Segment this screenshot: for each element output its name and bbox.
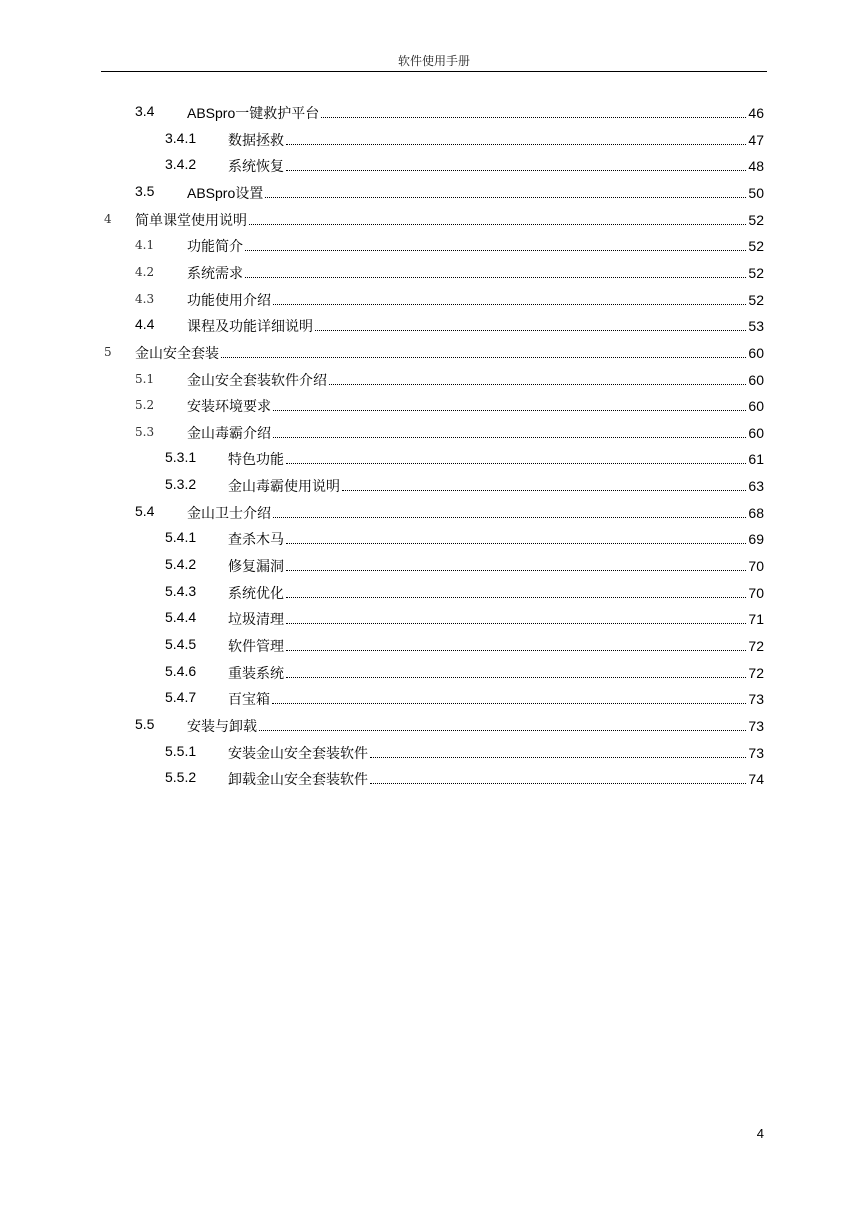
toc-entry[interactable] [135,236,764,256]
toc-entry-number: 5.4.5 [165,636,197,652]
toc-entry-title: 修复漏洞 [228,559,284,576]
toc-entry-title: 安装与卸载 [187,718,257,735]
page-number: 4 [756,1126,764,1141]
toc-entry[interactable] [165,609,764,629]
toc-entry-page: 47 [748,131,764,148]
dot-leader [342,489,746,491]
toc-entry-title: 金山安全套装 [135,345,219,362]
dot-leader [259,729,746,731]
toc-entry[interactable] [165,156,764,176]
toc-entry[interactable] [165,689,764,709]
toc-entry-page: 50 [748,184,764,201]
toc-entry[interactable] [135,183,764,203]
toc-entry-number: 5.2 [135,398,155,413]
toc-entry-page: 72 [748,638,764,654]
dot-leader [286,462,746,464]
dot-leader [370,756,746,758]
dot-leader [245,276,746,278]
toc-entry-title: 数据拯救 [228,132,284,149]
toc-entry-title: ABSpro设置 [187,184,264,201]
toc-entry-page: 70 [748,584,764,601]
toc-entry-page: 73 [748,744,764,761]
dot-leader [273,303,746,305]
toc-entry-number: 5.4.4 [165,609,197,626]
toc-entry-page: 52 [748,211,764,228]
toc-entry[interactable] [135,103,764,123]
dot-leader [245,249,746,251]
toc-entry-page: 60 [748,344,764,361]
toc-entry-title: 系统恢复 [228,159,284,176]
toc-entry-title: 金山卫士介绍 [187,505,271,522]
dot-leader [286,542,746,544]
toc-entry[interactable] [165,743,764,763]
dot-leader [273,409,746,411]
dot-leader [286,622,746,624]
toc-entry[interactable] [165,769,764,789]
toc-entry-title: 软件管理 [228,639,284,655]
toc-entry-number: 4.1 [135,238,155,253]
toc-entry-page: 73 [748,691,764,708]
toc-entry-title: 重装系统 [228,665,284,682]
toc-entry-number: 5.3.2 [165,476,197,493]
toc-entry-title: 安装金山安全套装软件 [228,745,368,762]
toc-entry-title: ABSpro一键救护平台 [187,105,320,121]
toc-entry-page: 61 [748,451,764,468]
toc-entry[interactable] [135,316,764,336]
toc-entry-number: 4.3 [135,291,155,306]
toc-entry[interactable] [135,716,764,736]
toc-entry-title: 金山毒霸介绍 [187,425,271,442]
dot-leader [286,596,746,598]
dot-leader [286,649,746,651]
toc-entry[interactable] [165,476,764,496]
toc-entry-page: 73 [748,717,764,734]
toc-entry[interactable] [165,556,764,576]
toc-entry[interactable] [104,210,764,230]
dot-leader [265,196,746,198]
toc-entry-number: 5.5.1 [165,742,197,759]
toc-entry-title: 简单课堂使用说明 [135,212,247,229]
toc-entry-page: 69 [748,531,764,548]
dot-leader [329,383,746,385]
toc-entry-title: 特色功能 [228,452,284,469]
toc-entry[interactable] [165,130,764,150]
toc-entry-title: 系统需求 [187,265,243,282]
toc-entry-title: 卸载金山安全套装软件 [228,772,368,789]
toc-entry-title: 课程及功能详细说明 [187,319,313,336]
toc-entry-number: 4 [104,211,112,226]
toc-entry[interactable] [135,423,764,443]
toc-entry-number: 5.4.2 [165,556,197,573]
toc-entry-number: 3.4.1 [165,129,197,146]
toc-entry-number: 3.5 [135,182,155,199]
toc-entry-title: 金山安全套装软件介绍 [187,372,327,389]
toc-entry-page: 52 [748,264,764,281]
toc-entry-page: 60 [748,398,764,415]
dot-leader [272,702,746,704]
toc-entry[interactable] [135,370,764,390]
toc-entry-title: 垃圾清理 [228,612,284,629]
toc-entry-page: 52 [748,291,764,308]
toc-entry-page: 48 [748,158,764,175]
toc-entry[interactable] [165,529,764,549]
toc-entry-number: 5.4 [135,502,155,519]
dot-leader [286,143,746,145]
toc-entry-page: 68 [748,504,764,521]
dot-leader [286,169,746,171]
toc-entry-number: 3.4 [135,103,155,119]
toc-entry[interactable] [104,343,764,363]
toc-entry-page: 74 [748,771,764,788]
toc-entry[interactable] [165,583,764,603]
toc-entry[interactable] [135,396,764,416]
dot-leader [273,436,746,438]
toc-entry-number: 4.2 [135,264,155,279]
toc-entry-number: 5.4.6 [165,662,197,679]
toc-entry[interactable] [165,636,764,656]
toc-entry-number: 5.5.2 [165,769,197,786]
header-divider [101,71,767,72]
dot-leader [221,356,746,358]
dot-leader [321,116,746,118]
toc-entry-page: 70 [748,558,764,575]
toc-entry-page: 46 [748,105,764,121]
dot-leader [249,223,746,225]
dot-leader [370,782,746,784]
toc-entry-number: 5.4.1 [165,529,197,546]
toc-entry[interactable] [135,290,764,310]
toc-entry-title: 金山毒霸使用说明 [228,479,340,496]
toc-entry-number: 5.4.3 [165,582,197,599]
dot-leader [286,676,746,678]
dot-leader [286,569,746,571]
dot-leader [273,516,746,518]
toc-entry-title: 安装环境要求 [187,399,271,416]
toc-entry-number: 3.4.2 [165,156,197,173]
toc-entry-page: 71 [748,611,764,628]
toc-entry-number: 5 [104,344,112,359]
toc-entry[interactable] [135,503,764,523]
toc-entry-number: 5.4.7 [165,689,197,706]
toc-entry-page: 72 [748,664,764,681]
toc-entry-number: 5.5 [135,715,155,732]
toc-entry-number: 5.3 [135,424,155,439]
toc-entry-number: 5.3.1 [165,449,197,466]
toc-entry-number: 4.4 [135,316,155,333]
toc-entry-page: 60 [748,424,764,441]
running-header: 软件使用手册 [397,54,470,68]
dot-leader [315,329,746,331]
toc-entry-page: 60 [748,371,764,388]
toc-entry-title: 功能使用介绍 [187,292,271,309]
toc-entry[interactable] [165,449,764,469]
toc-entry-title: 查杀木马 [228,532,284,549]
toc-entry-number: 5.1 [135,371,155,386]
toc-entry-page: 63 [748,478,764,495]
toc-entry[interactable] [165,663,764,683]
toc-entry[interactable] [135,263,764,283]
toc-entry-page: 52 [748,238,764,255]
toc-entry-title: 功能简介 [187,239,243,256]
toc-entry-page: 53 [748,318,764,335]
toc-entry-title: 百宝箱 [228,692,270,709]
toc-entry-title: 系统优化 [228,585,284,602]
